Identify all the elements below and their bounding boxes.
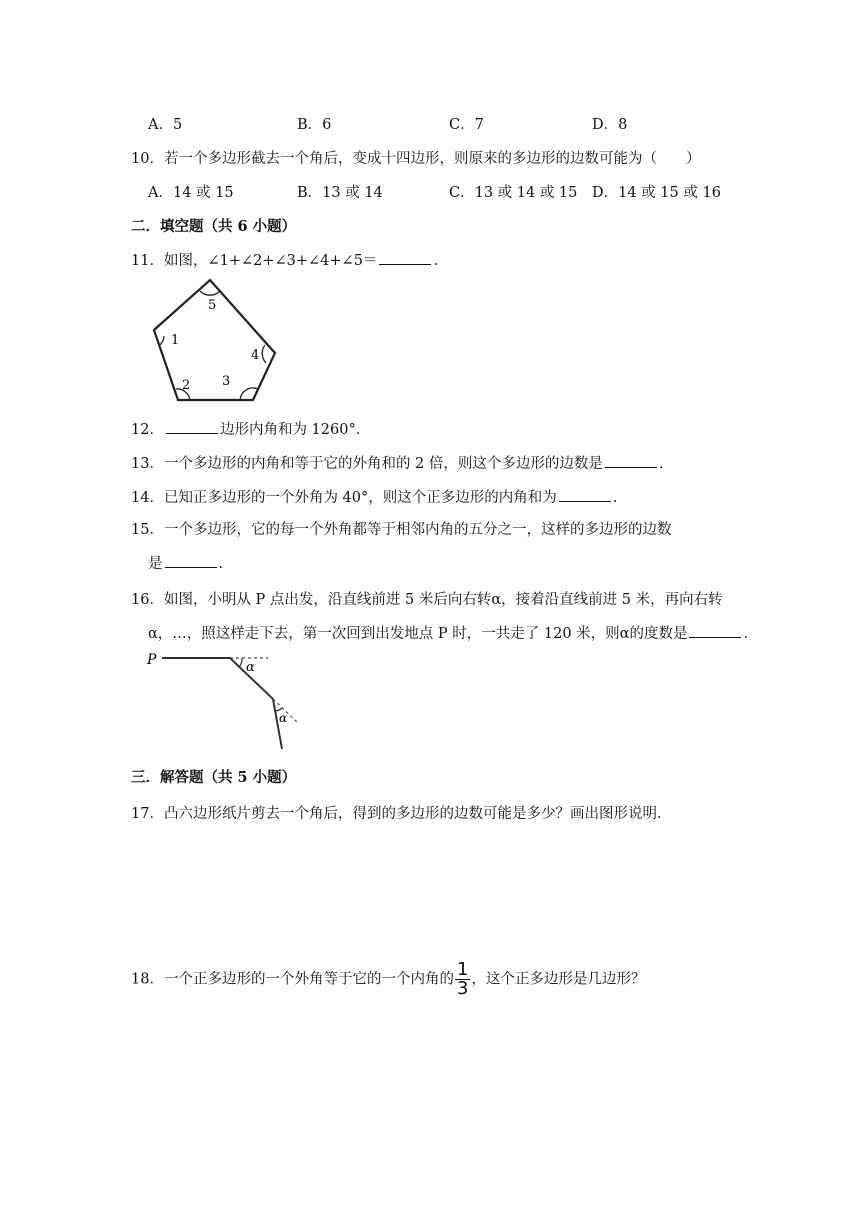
- angle-label-5: 5: [208, 298, 217, 313]
- section-2-heading: 二．填空题（共 6 小题）: [131, 218, 297, 235]
- q13-text: 一个多边形的内角和等于它的外角和的 2 倍，则这个多边形的边数是: [163, 456, 603, 472]
- q15-number: 15．: [131, 522, 164, 538]
- q16-path-figure: [140, 645, 310, 755]
- q10-option-a: A．14 或 15: [148, 185, 234, 201]
- angle-label-3: 3: [222, 374, 231, 389]
- q16-answer-blank[interactable]: [689, 623, 741, 638]
- q10-option-b: B．13 或 14: [297, 185, 383, 201]
- angle-arc-1: [160, 336, 164, 345]
- alpha-label-1: α: [246, 660, 255, 675]
- q12-answer-blank[interactable]: [166, 419, 218, 434]
- q16-text-line-2: α，…，照这样走下去，第一次回到出发地点 P 时，一共走了 120 米，则α的度数是: [148, 626, 688, 642]
- q14-number: 14．: [131, 490, 164, 506]
- q18-fraction: [455, 961, 470, 998]
- q9-option-d: D．8: [592, 117, 628, 133]
- question-16-line-2: [148, 622, 748, 643]
- question-16-line-1: [131, 588, 723, 609]
- q17-number: 17．: [131, 806, 164, 822]
- angle-arc-4: [262, 345, 266, 363]
- q14-period: .: [612, 490, 618, 506]
- q10-option-c: C．13 或 14 或 15: [449, 185, 578, 201]
- q9-option-a: A．5: [148, 117, 183, 133]
- q10-text: 若一个多边形截去一个角后，变成十四边形，则原来的多边形的边数可能为（ ）: [163, 151, 701, 167]
- question-11: [131, 249, 438, 270]
- angle-label-1: 1: [171, 333, 180, 348]
- question-18: [131, 961, 645, 998]
- q14-answer-blank[interactable]: [559, 487, 611, 502]
- q18-fraction-numerator: 1: [456, 959, 469, 980]
- q11-text: 如图，∠1+∠2+∠3+∠4+∠5＝: [163, 253, 378, 269]
- q12-number: 12．: [131, 422, 164, 438]
- point-p-label: P: [147, 652, 157, 668]
- q17-text: 凸六边形纸片剪去一个角后，得到的多边形的边数可能是多少？画出图形说明．: [163, 806, 672, 822]
- question-15-line-1: [131, 518, 671, 539]
- section-3-heading: 三．解答题（共 5 小题）: [131, 769, 297, 786]
- q18-text-end: ，这个正多边形是几边形？: [471, 971, 646, 988]
- angle-label-4: 4: [251, 348, 260, 363]
- q15-text-line-1: 一个多边形，它的每一个外角都等于相邻内角的五分之一，这样的多边形的边数: [163, 522, 672, 538]
- question-12: [131, 418, 370, 439]
- question-10: [131, 147, 700, 168]
- q11-answer-blank[interactable]: [379, 250, 431, 265]
- q10-option-d: D．14 或 15 或 16: [592, 185, 721, 201]
- q18-number: 18．: [131, 971, 164, 988]
- q11-pentagon-figure: [140, 275, 290, 410]
- q14-text: 已知正多边形的一个外角为 40°，则这个正多边形的内角和为: [163, 490, 557, 506]
- q13-period: .: [658, 456, 664, 472]
- q16-number: 16．: [131, 592, 164, 608]
- q9-option-b: B．6: [297, 117, 332, 133]
- q13-answer-blank[interactable]: [605, 453, 657, 468]
- q18-fraction-denominator: 3: [456, 978, 469, 999]
- question-15-line-2: [148, 552, 223, 573]
- q15-answer-blank[interactable]: [165, 553, 217, 568]
- q10-number: 10．: [131, 151, 164, 167]
- alpha-arc-1: [239, 658, 242, 667]
- question-14: [131, 486, 617, 507]
- q15-period: .: [218, 556, 224, 572]
- angle-label-2: 2: [182, 378, 191, 393]
- alpha-label-2: α: [279, 711, 288, 725]
- q16-text-line-1: 如图，小明从 P 点出发，沿直线前进 5 米后向右转α，接着沿直线前进 5 米，再向右转: [163, 592, 723, 608]
- q13-number: 13．: [131, 456, 164, 472]
- q11-period: .: [433, 253, 439, 269]
- question-13: [131, 452, 664, 473]
- question-17: [131, 802, 671, 823]
- q11-number: 11．: [131, 253, 164, 269]
- q16-period: .: [743, 626, 749, 642]
- q15-text-line-2: 是: [148, 556, 163, 572]
- q12-text: 边形内角和为 1260°．: [219, 422, 371, 438]
- q18-text: 一个正多边形的一个外角等于它的一个内角的: [163, 971, 454, 988]
- q9-option-c: C．7: [449, 117, 484, 133]
- angle-arc-5: [200, 291, 220, 295]
